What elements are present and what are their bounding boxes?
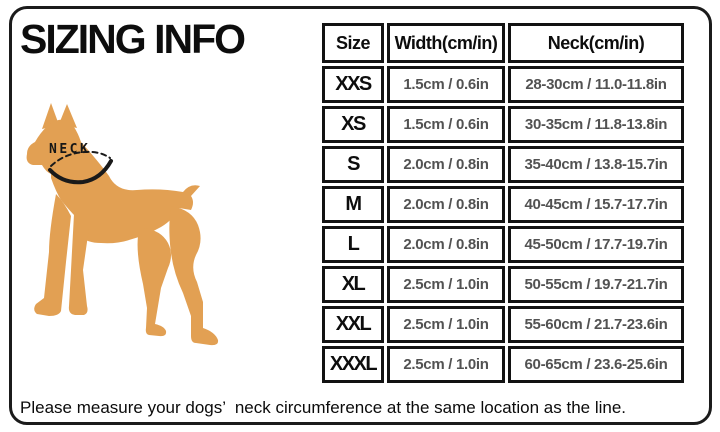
dog-hind-leg-far (169, 206, 218, 345)
dog-hind-leg-near (138, 228, 171, 336)
dog-illustration (25, 102, 225, 352)
neck-cell: 30-35cm / 11.8-13.8in (508, 106, 684, 143)
dog-silhouette (27, 103, 219, 345)
size-cell: M (322, 186, 384, 223)
size-cell: XXS (322, 66, 384, 103)
table-header-row (322, 23, 684, 63)
size-cell: L (322, 226, 384, 263)
sizing-table (319, 20, 687, 386)
dog-front-leg-far (69, 214, 89, 315)
neck-cell: 45-50cm / 17.7-19.7in (508, 226, 684, 263)
table-row (322, 146, 684, 183)
table-row (322, 266, 684, 303)
dog-illustration-svg (25, 102, 225, 352)
width-cell: 2.0cm / 0.8in (387, 146, 505, 183)
table-row (322, 306, 684, 343)
page-title: SIZING INFO (20, 16, 244, 62)
width-cell: 2.5cm / 1.0in (387, 306, 505, 343)
neck-cell: 50-55cm / 19.7-21.7in (508, 266, 684, 303)
neck-cell: 60-65cm / 23.6-25.6in (508, 346, 684, 383)
neck-cell: 35-40cm / 13.8-15.7in (508, 146, 684, 183)
width-cell: 1.5cm / 0.6in (387, 106, 505, 143)
width-cell: 2.0cm / 0.8in (387, 186, 505, 223)
measurement-note: Please measure your dogs’ neck circumference at the same location as the line. (20, 398, 627, 417)
size-cell: XS (322, 106, 384, 143)
table-row (322, 66, 684, 103)
table-row (322, 106, 684, 143)
size-cell: XXXL (322, 346, 384, 383)
neck-cell: 40-45cm / 15.7-17.7in (508, 186, 684, 223)
size-cell: S (322, 146, 384, 183)
col-header-size: Size (322, 23, 384, 63)
size-cell: XL (322, 266, 384, 303)
neck-cell: 28-30cm / 11.0-11.8in (508, 66, 684, 103)
neck-label: NECK (49, 142, 91, 157)
col-header-width: Width(cm/in) (387, 23, 505, 63)
table-row (322, 226, 684, 263)
size-cell: XXL (322, 306, 384, 343)
table-row (322, 346, 684, 383)
width-cell: 1.5cm / 0.6in (387, 66, 505, 103)
table-row (322, 186, 684, 223)
neck-cell: 55-60cm / 21.7-23.6in (508, 306, 684, 343)
width-cell: 2.5cm / 1.0in (387, 346, 505, 383)
col-header-neck: Neck(cm/in) (508, 23, 684, 63)
dog-front-leg-near (34, 194, 71, 316)
width-cell: 2.0cm / 0.8in (387, 226, 505, 263)
width-cell: 2.5cm / 1.0in (387, 266, 505, 303)
